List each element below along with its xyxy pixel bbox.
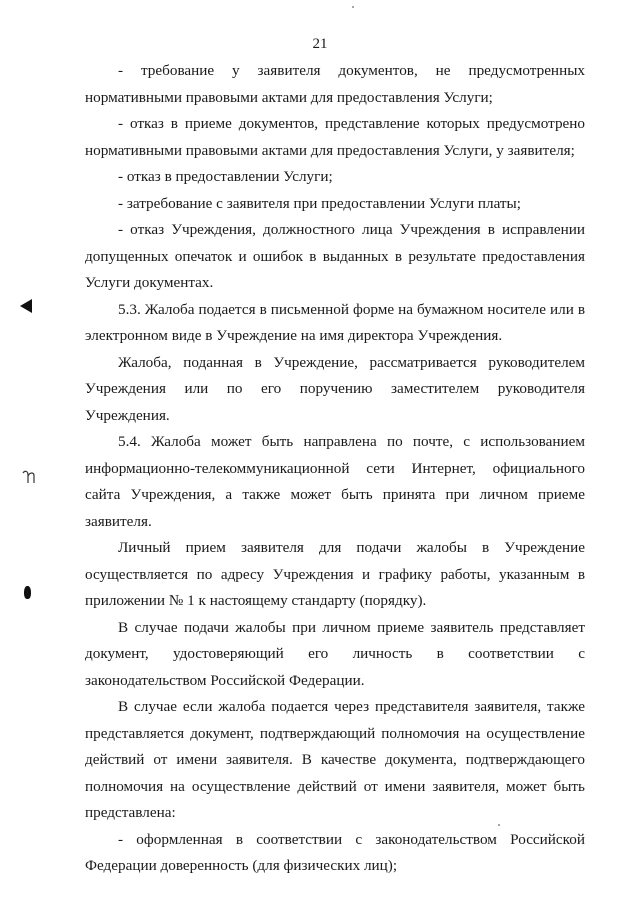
paragraph-10: В случае подачи жалобы при личном приеме заявитель представляет документ, удостоверяющий его личность в соответствии с законодательством Российской Федерации. [85, 618, 585, 689]
paragraph-2: - отказ в приеме документов, представление которых предусмотрено нормативными правовыми актами для предоставления Услуги, у заявителя; [85, 115, 585, 159]
paragraph-11: В случае если жалоба подается через представителя заявителя, также представляется документ, подтверждающий полномочия на осуществление действий от имени заявителя. В качестве документа, подтверждающего полномочия на осуществление действий от имени заявителя, может быть представлена: [85, 698, 585, 821]
paragraph-8: 5.4. Жалоба может быть направлена по почте, с использованием информационно-телекоммуникационной сети Интернет, официального сайта Учреждения, а также может быть принята при личном приеме заявителя. [85, 433, 585, 530]
scan-mark-squiggle [20, 467, 38, 487]
paragraph-7: Жалоба, поданная в Учреждение, рассматривается руководителем Учреждения или по его поручению заместителем руководителя Учреждения. [85, 353, 585, 424]
paragraph-1: - требование у заявителя документов, не предусмотренных нормативными правовыми актами для предоставления Услуги; [85, 62, 585, 106]
paragraph-9: Личный прием заявителя для подачи жалобы в Учреждение осуществляется по адресу Учреждения и графику работы, указанным в приложении № 1 к настоящему стандарту (порядку). [85, 539, 585, 609]
scan-dust [352, 6, 354, 8]
scan-dust [498, 824, 500, 826]
paragraph-12: - оформленная в соответствии с законодательством Российской Федерации доверенность (для физических лиц); [85, 830, 585, 874]
paragraph-3: - отказ в предоставлении Услуги; [118, 168, 333, 185]
page-number: 21 [312, 36, 328, 52]
paragraph-6: 5.3. Жалоба подается в письменной форме на бумажном носителе или в электронном виде в Учреждение на имя директора Учреждения. [85, 300, 585, 344]
scan-mark-arrow [20, 299, 32, 313]
document-body [85, 58, 585, 880]
scan-mark-blob [24, 586, 31, 599]
paragraph-5: - отказ Учреждения, должностного лица Учреждения в исправлении допущенных опечаток и ошибок в выданных в результате предоставления Услуги документах. [85, 221, 585, 291]
paragraph-4: - затребование с заявителя при предоставлении Услуги платы; [118, 194, 521, 212]
